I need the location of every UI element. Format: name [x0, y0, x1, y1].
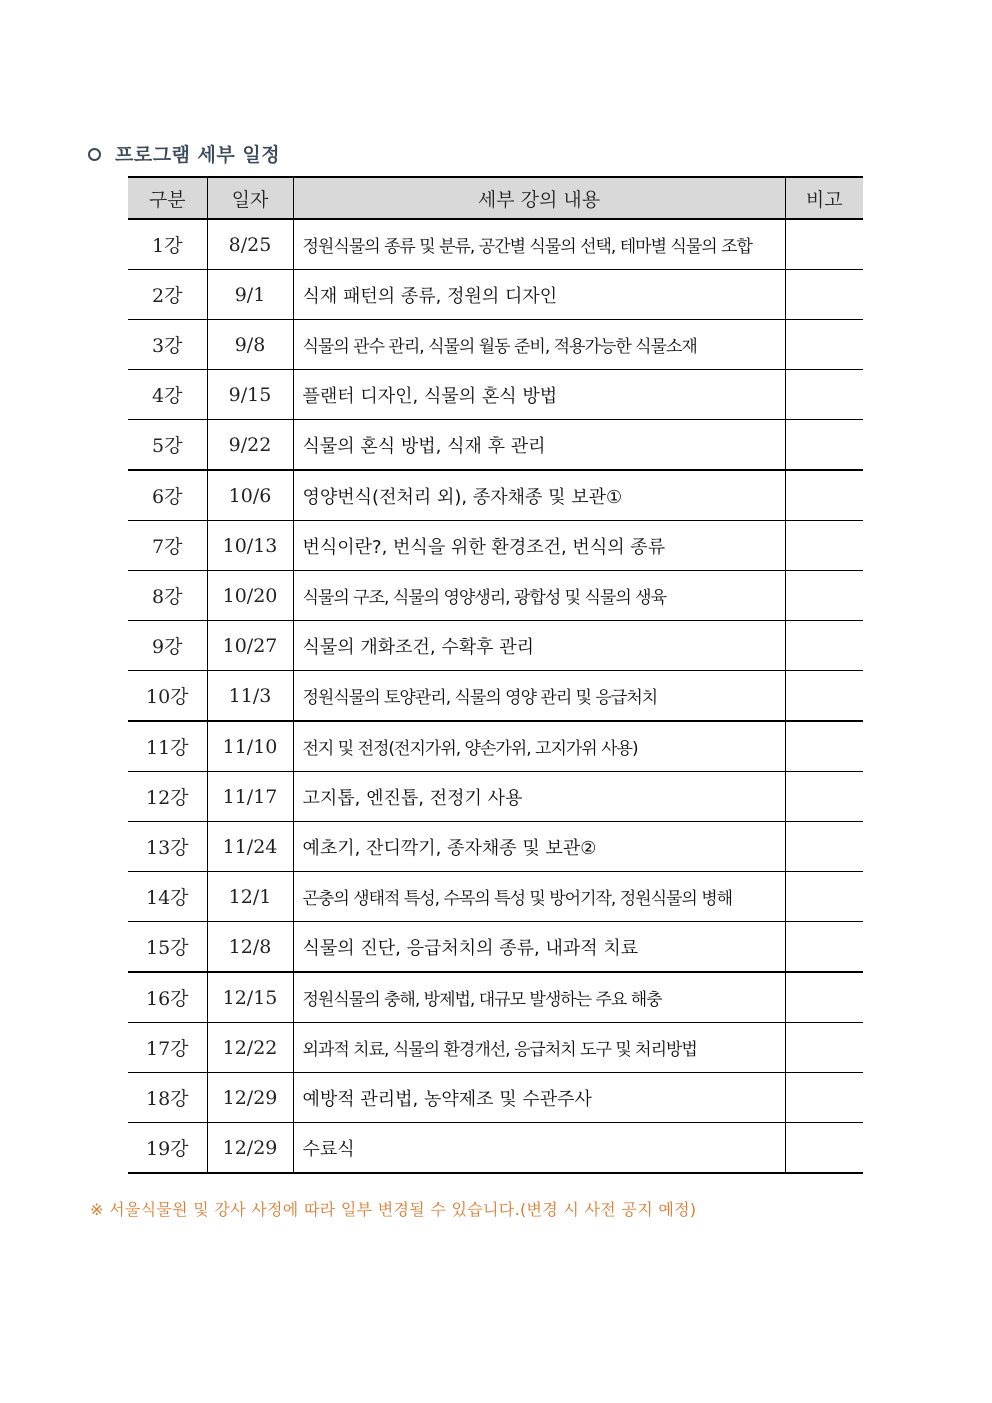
lecture-date: 8/25 — [207, 219, 293, 270]
table-row — [128, 571, 863, 621]
table-row — [128, 521, 863, 571]
lecture-note — [785, 270, 863, 320]
lecture-date: 12/15 — [207, 972, 293, 1023]
lecture-date: 12/8 — [207, 922, 293, 973]
lecture-note — [785, 1023, 863, 1073]
table-row — [128, 1073, 863, 1123]
lecture-content: 식재 패턴의 종류, 정원의 디자인 — [293, 270, 785, 320]
lecture-note — [785, 772, 863, 822]
lecture-number: 1강 — [128, 219, 207, 270]
lecture-note — [785, 1123, 863, 1174]
lecture-number: 4강 — [128, 370, 207, 420]
table-row — [128, 822, 863, 872]
lecture-content: 식물의 진단, 응급처치의 종류, 내과적 치료 — [293, 922, 785, 973]
lecture-number: 7강 — [128, 521, 207, 571]
lecture-content: 예초기, 잔디깍기, 종자채종 및 보관② — [293, 822, 785, 872]
table-row — [128, 320, 863, 370]
table-header-row — [128, 177, 863, 219]
lecture-date: 12/22 — [207, 1023, 293, 1073]
table-row — [128, 972, 863, 1023]
lecture-date: 12/29 — [207, 1073, 293, 1123]
lecture-content: 정원식물의 토양관리, 식물의 영양 관리 및 응급처치 — [293, 671, 785, 722]
lecture-note — [785, 972, 863, 1023]
table-row — [128, 872, 863, 922]
lecture-content: 번식이란?, 번식을 위한 환경조건, 번식의 종류 — [293, 521, 785, 571]
lecture-note — [785, 370, 863, 420]
lecture-number: 9강 — [128, 621, 207, 671]
lecture-content: 식물의 혼식 방법, 식재 후 관리 — [293, 420, 785, 471]
lecture-note — [785, 420, 863, 471]
lecture-date: 10/6 — [207, 470, 293, 521]
table-row — [128, 671, 863, 722]
lecture-note — [785, 1073, 863, 1123]
lecture-number: 19강 — [128, 1123, 207, 1174]
lecture-number: 3강 — [128, 320, 207, 370]
table-row — [128, 621, 863, 671]
lecture-date: 9/22 — [207, 420, 293, 471]
lecture-content: 식물의 관수 관리, 식물의 월동 준비, 적용가능한 식물소재 — [293, 320, 785, 370]
table-row — [128, 1023, 863, 1073]
lecture-content: 정원식물의 종류 및 분류, 공간별 식물의 선택, 테마별 식물의 조합 — [293, 219, 785, 270]
lecture-number: 5강 — [128, 420, 207, 471]
header-num: 구분 — [128, 177, 207, 219]
lecture-date: 11/10 — [207, 721, 293, 772]
lecture-number: 12강 — [128, 772, 207, 822]
lecture-date: 10/20 — [207, 571, 293, 621]
lecture-note — [785, 470, 863, 521]
lecture-content: 외과적 치료, 식물의 환경개선, 응급처치 도구 및 처리방법 — [293, 1023, 785, 1073]
lecture-date: 11/3 — [207, 671, 293, 722]
lecture-note — [785, 671, 863, 722]
lecture-number: 13강 — [128, 822, 207, 872]
table-row — [128, 772, 863, 822]
lecture-note — [785, 922, 863, 973]
lecture-date: 11/24 — [207, 822, 293, 872]
lecture-content: 식물의 구조, 식물의 영양생리, 광합성 및 식물의 생육 — [293, 571, 785, 621]
lecture-note — [785, 571, 863, 621]
header-content: 세부 강의 내용 — [293, 177, 785, 219]
lecture-content: 수료식 — [293, 1123, 785, 1174]
section-title — [88, 140, 280, 167]
lecture-note — [785, 621, 863, 671]
lecture-note — [785, 822, 863, 872]
table-row — [128, 420, 863, 471]
lecture-date: 9/8 — [207, 320, 293, 370]
lecture-content: 고지톱, 엔진톱, 전정기 사용 — [293, 772, 785, 822]
lecture-date: 9/15 — [207, 370, 293, 420]
lecture-date: 10/13 — [207, 521, 293, 571]
lecture-number: 16강 — [128, 972, 207, 1023]
table-row — [128, 721, 863, 772]
lecture-content: 정원식물의 충해, 방제법, 대규모 발생하는 주요 해충 — [293, 972, 785, 1023]
lecture-date: 11/17 — [207, 772, 293, 822]
lecture-note — [785, 521, 863, 571]
table-row — [128, 219, 863, 270]
lecture-number: 18강 — [128, 1073, 207, 1123]
table-row — [128, 370, 863, 420]
hollow-circle-bullet-icon — [88, 148, 101, 161]
lecture-note — [785, 320, 863, 370]
lecture-number: 14강 — [128, 872, 207, 922]
lecture-content: 예방적 관리법, 농약제조 및 수관주사 — [293, 1073, 785, 1123]
lecture-number: 6강 — [128, 470, 207, 521]
table-row — [128, 470, 863, 521]
lecture-note — [785, 721, 863, 772]
lecture-note — [785, 872, 863, 922]
lecture-number: 11강 — [128, 721, 207, 772]
lecture-content: 영양번식(전처리 외), 종자채종 및 보관① — [293, 470, 785, 521]
lecture-date: 12/1 — [207, 872, 293, 922]
lecture-date: 12/29 — [207, 1123, 293, 1174]
schedule-table — [128, 176, 863, 1174]
lecture-number: 2강 — [128, 270, 207, 320]
lecture-content: 플랜터 디자인, 식물의 혼식 방법 — [293, 370, 785, 420]
lecture-number: 8강 — [128, 571, 207, 621]
lecture-note — [785, 219, 863, 270]
change-notice: ※ 서울식물원 및 강사 사정에 따라 일부 변경될 수 있습니다.(변경 시 사전 공지 예정) — [90, 1200, 697, 1219]
table-row — [128, 922, 863, 973]
lecture-number: 10강 — [128, 671, 207, 722]
lecture-content: 전지 및 전정(전지가위, 양손가위, 고지가위 사용) — [293, 721, 785, 772]
header-note: 비고 — [785, 177, 863, 219]
lecture-date: 9/1 — [207, 270, 293, 320]
lecture-date: 10/27 — [207, 621, 293, 671]
lecture-number: 15강 — [128, 922, 207, 973]
table-row — [128, 1123, 863, 1174]
table-row — [128, 270, 863, 320]
lecture-content: 곤충의 생태적 특성, 수목의 특성 및 방어기작, 정원식물의 병해 — [293, 872, 785, 922]
lecture-number: 17강 — [128, 1023, 207, 1073]
section-title-text: 프로그램 세부 일정 — [115, 144, 281, 166]
lecture-content: 식물의 개화조건, 수확후 관리 — [293, 621, 785, 671]
header-date: 일자 — [207, 177, 293, 219]
